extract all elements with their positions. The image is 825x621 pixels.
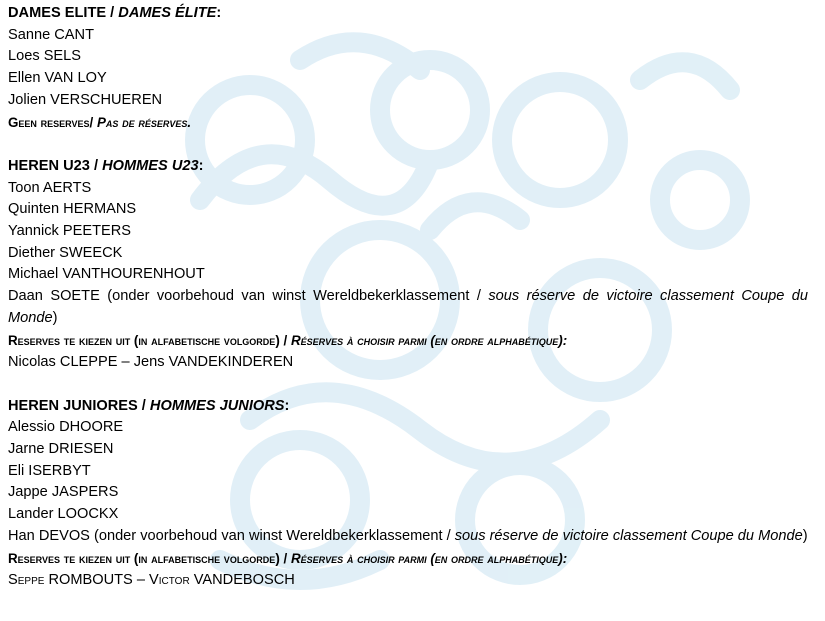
reserves-label: Reserves te kiezen uit (in alfabetische volgorde) / Réserves à choisir parmi (en ordre alphabétique): [8,332,568,348]
spacer [8,374,808,396]
rider-name: Diether SWEECK [8,244,123,261]
rider-name: Lander LOOCKX [8,506,119,523]
rider-name: Yannick PEETERS [8,223,132,240]
spacer [8,134,808,156]
rider-name: Jappe JASPERS [8,484,119,501]
heading-heren-juniores: HEREN JUNIORES / HOMMES JUNIORS: [8,397,290,414]
rider-name: Alessio DHOORE [8,419,124,436]
rider-name: Jolien VERSCHUEREN [8,91,163,108]
reserves-label: Reserves te kiezen uit (in alfabetische volgorde) / Réserves à choisir parmi (en ordre alphabétique): [8,550,568,566]
rider-name: Sanne CANT [8,26,94,43]
reserves-line: Geen reserves/ Pas de réserves. [8,114,192,130]
reserves-names: Seppe ROMBOUTS – Victor VANDEBOSCH [8,572,295,589]
rider-name: Quinten HERMANS [8,201,137,218]
conditional-rider: Daan SOETE (onder voorbehoud van winst Wereldbekerklassement / sous réserve de victoire classement Coupe du Monde) [8,288,809,326]
team-selection-document [8,3,808,592]
rider-name: Loes SELS [8,48,82,65]
rider-name: Eli ISERBYT [8,462,91,479]
rider-name: Michael VANTHOURENHOUT [8,266,205,283]
rider-name: Jarne DRIESEN [8,441,114,458]
conditional-rider: Han DEVOS (onder voorbehoud van winst Wereldbekerklassement / sous réserve de victoire classement Coupe du Monde) [8,527,808,544]
reserves-names: Nicolas CLEPPE – Jens VANDEKINDEREN [8,354,294,371]
heading-dames-elite: DAMES ELITE / DAMES ÉLITE: [8,5,222,21]
rider-name: Ellen VAN LOY [8,70,107,87]
heading-heren-u23: HEREN U23 / HOMMES U23: [8,157,204,174]
rider-name: Toon AERTS [8,179,92,196]
